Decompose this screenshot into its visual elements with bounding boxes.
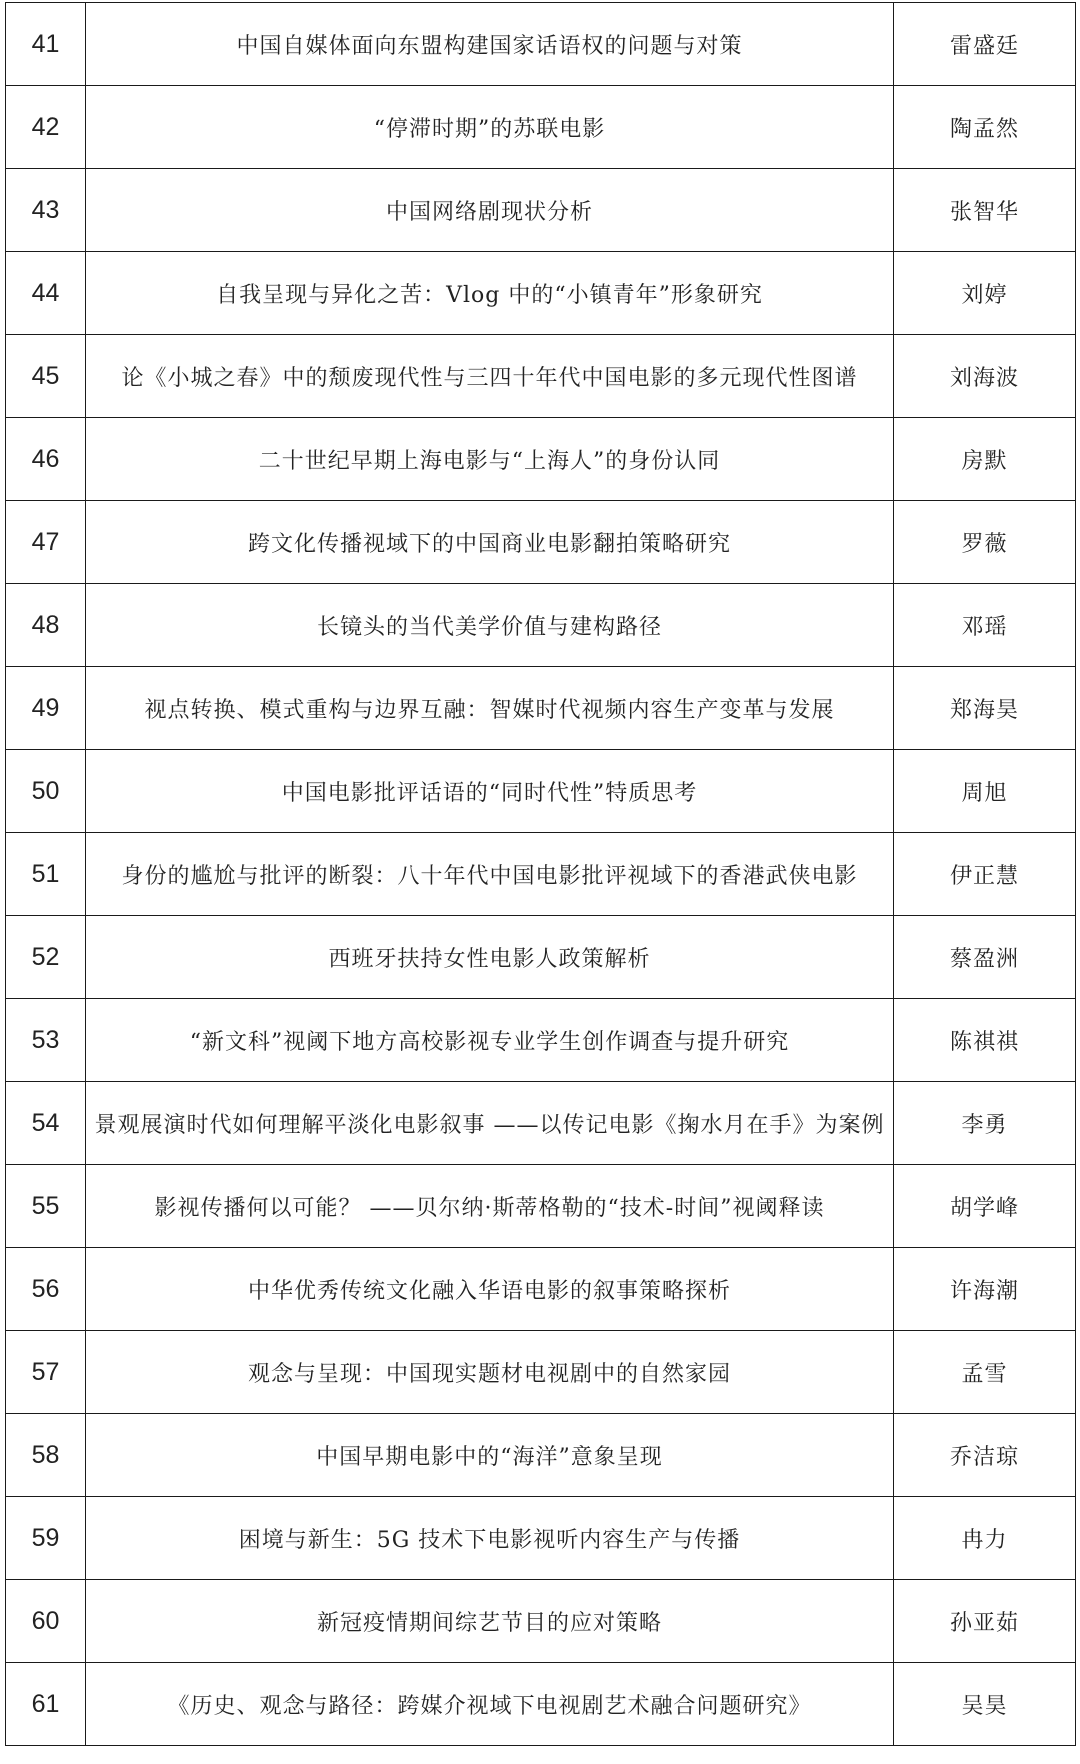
table-row: [6, 169, 1076, 252]
paper-author: 胡学峰: [894, 1165, 1076, 1248]
table-row: [6, 667, 1076, 750]
row-number: 57: [6, 1331, 86, 1414]
row-number: 44: [6, 252, 86, 335]
row-number: 46: [6, 418, 86, 501]
row-number: 43: [6, 169, 86, 252]
row-number: 53: [6, 999, 86, 1082]
paper-title: 中华优秀传统文化融入华语电影的叙事策略探析: [86, 1248, 894, 1331]
paper-author: 陶孟然: [894, 86, 1076, 169]
table-row: [6, 3, 1076, 86]
paper-title: 身份的尴尬与批评的断裂：八十年代中国电影批评视域下的香港武侠电影: [86, 833, 894, 916]
paper-author: 许海潮: [894, 1248, 1076, 1331]
paper-title: 影视传播何以可能？ ——贝尔纳·斯蒂格勒的“技术-时间”视阈释读: [86, 1165, 894, 1248]
paper-title: 《历史、观念与路径：跨媒介视域下电视剧艺术融合问题研究》: [86, 1663, 894, 1746]
paper-author: 周旭: [894, 750, 1076, 833]
table-row: [6, 584, 1076, 667]
row-number: 45: [6, 335, 86, 418]
paper-author: 郑海昊: [894, 667, 1076, 750]
paper-title: 西班牙扶持女性电影人政策解析: [86, 916, 894, 999]
paper-author: 李勇: [894, 1082, 1076, 1165]
paper-author: 刘海波: [894, 335, 1076, 418]
table-row: [6, 1497, 1076, 1580]
table-row: [6, 833, 1076, 916]
paper-author: 吴昊: [894, 1663, 1076, 1746]
table-row: [6, 916, 1076, 999]
paper-author: 房默: [894, 418, 1076, 501]
row-number: 52: [6, 916, 86, 999]
paper-author: 罗薇: [894, 501, 1076, 584]
row-number: 51: [6, 833, 86, 916]
row-number: 48: [6, 584, 86, 667]
paper-author: 陈祺祺: [894, 999, 1076, 1082]
paper-title: 中国早期电影中的“海洋”意象呈现: [86, 1414, 894, 1497]
paper-title: 二十世纪早期上海电影与“上海人”的身份认同: [86, 418, 894, 501]
row-number: 54: [6, 1082, 86, 1165]
paper-title: 困境与新生：5G 技术下电影视听内容生产与传播: [86, 1497, 894, 1580]
table-row: [6, 999, 1076, 1082]
table-row: [6, 1165, 1076, 1248]
paper-title: “停滞时期”的苏联电影: [86, 86, 894, 169]
row-number: 41: [6, 3, 86, 86]
paper-author: 雷盛廷: [894, 3, 1076, 86]
table-row: [6, 1331, 1076, 1414]
paper-author: 伊正慧: [894, 833, 1076, 916]
row-number: 50: [6, 750, 86, 833]
row-number: 56: [6, 1248, 86, 1331]
row-number: 49: [6, 667, 86, 750]
paper-title: 跨文化传播视域下的中国商业电影翻拍策略研究: [86, 501, 894, 584]
paper-list-table: [5, 2, 1076, 1746]
paper-title: 长镜头的当代美学价值与建构路径: [86, 584, 894, 667]
table-row: [6, 750, 1076, 833]
paper-author: 邓瑶: [894, 584, 1076, 667]
paper-title: 中国电影批评话语的“同时代性”特质思考: [86, 750, 894, 833]
paper-author: 乔洁琼: [894, 1414, 1076, 1497]
table-row: [6, 1414, 1076, 1497]
paper-title: 观念与呈现：中国现实题材电视剧中的自然家园: [86, 1331, 894, 1414]
row-number: 58: [6, 1414, 86, 1497]
paper-title: 景观展演时代如何理解平淡化电影叙事 ——以传记电影《掬水月在手》为案例: [86, 1082, 894, 1165]
paper-list-body: [6, 3, 1076, 1746]
table-row: [6, 252, 1076, 335]
row-number: 61: [6, 1663, 86, 1746]
table-row: [6, 418, 1076, 501]
row-number: 55: [6, 1165, 86, 1248]
row-number: 59: [6, 1497, 86, 1580]
paper-title: 新冠疫情期间综艺节目的应对策略: [86, 1580, 894, 1663]
row-number: 60: [6, 1580, 86, 1663]
paper-title: 视点转换、模式重构与边界互融：智媒时代视频内容生产变革与发展: [86, 667, 894, 750]
row-number: 42: [6, 86, 86, 169]
table-row: [6, 1082, 1076, 1165]
paper-author: 孙亚茹: [894, 1580, 1076, 1663]
table-row: [6, 86, 1076, 169]
paper-title: 中国自媒体面向东盟构建国家话语权的问题与对策: [86, 3, 894, 86]
paper-title: 中国网络剧现状分析: [86, 169, 894, 252]
paper-author: 张智华: [894, 169, 1076, 252]
table-row: [6, 1580, 1076, 1663]
table-row: [6, 1248, 1076, 1331]
paper-title: “新文科”视阈下地方高校影视专业学生创作调查与提升研究: [86, 999, 894, 1082]
table-row: [6, 1663, 1076, 1746]
table-row: [6, 501, 1076, 584]
paper-title: 自我呈现与异化之苦：Vlog 中的“小镇青年”形象研究: [86, 252, 894, 335]
paper-title: 论《小城之春》中的颓废现代性与三四十年代中国电影的多元现代性图谱: [86, 335, 894, 418]
paper-author: 冉力: [894, 1497, 1076, 1580]
paper-author: 蔡盈洲: [894, 916, 1076, 999]
row-number: 47: [6, 501, 86, 584]
paper-author: 孟雪: [894, 1331, 1076, 1414]
paper-author: 刘婷: [894, 252, 1076, 335]
table-row: [6, 335, 1076, 418]
